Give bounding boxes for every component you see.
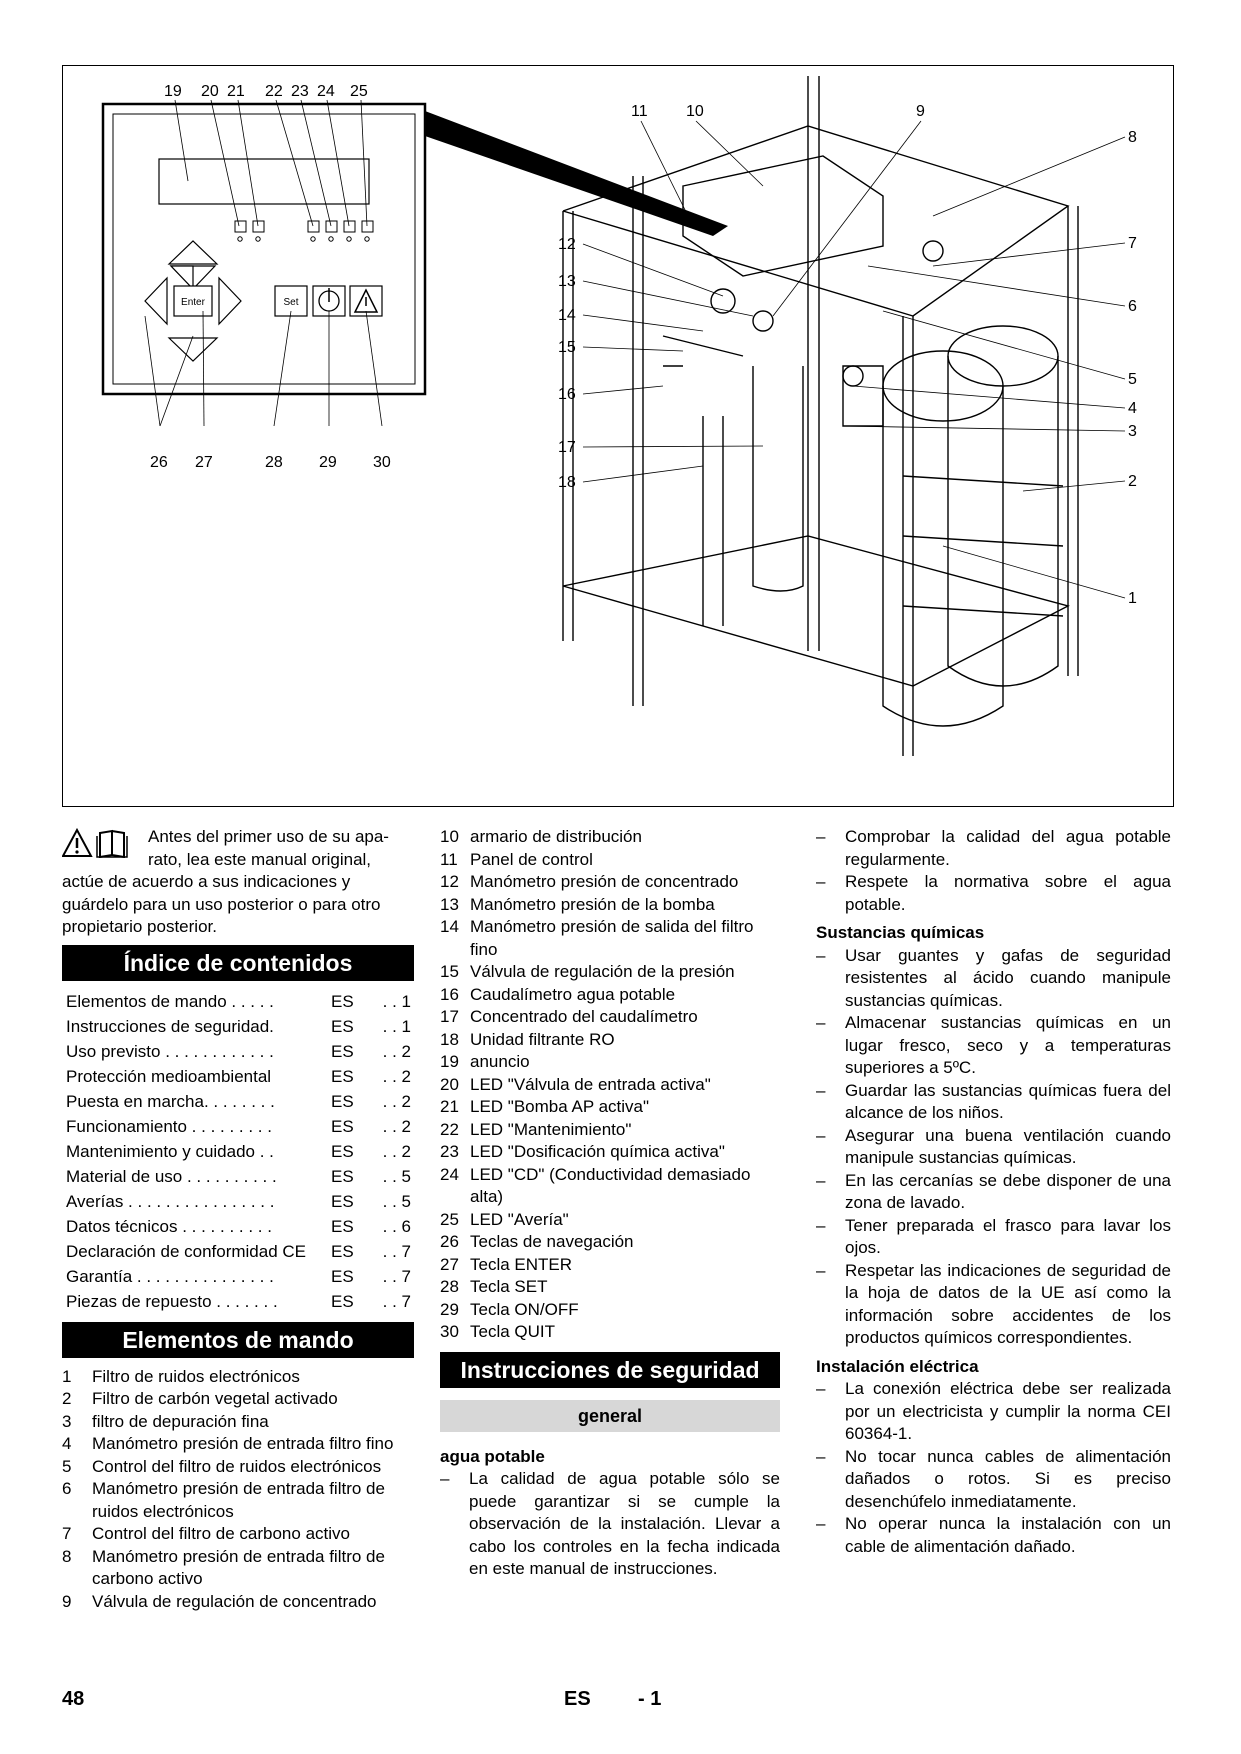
control-list-item [62,1546,414,1591]
svg-text:7: 7 [1128,235,1137,252]
bullet-item [816,1170,1171,1215]
toc-title: Mantenimiento y cuidado . . [66,1141,274,1161]
water-list-part-2 [816,826,1171,916]
item-number: 2 [62,1389,72,1408]
electrical-heading: Instalación eléctrica [816,1356,979,1376]
bullet-text: No operar nunca la instalación con un cable de alimentación dañado. [845,1514,1171,1556]
control-list-item [62,1433,414,1456]
control-list-item [62,1523,414,1546]
toc-lang: ES [331,1066,354,1086]
toc-row [62,989,414,1014]
toc-title: Puesta en marcha. . . . . . . . [66,1091,275,1111]
control-list-item [440,961,780,984]
control-list-item [440,871,780,894]
footer-section-number: - 1 [638,1688,662,1710]
bullet-dash: – [816,1446,826,1466]
intro-line-5: propietario posterior. [62,917,217,936]
toc-page: . . 2 [382,1091,411,1111]
item-number: 20 [440,1074,459,1094]
control-list-item [62,1591,414,1614]
svg-text:21: 21 [227,83,245,100]
svg-text:23: 23 [291,83,309,100]
item-text: Unidad filtrante RO [470,1029,615,1049]
bullet-dash: – [816,1080,826,1100]
control-list-item [440,1006,780,1029]
item-number: 13 [440,894,459,914]
bullet-text: Comprobar la calidad del agua potable regularmente. [845,827,1171,869]
toc-lang: ES [331,1091,354,1111]
item-number: 8 [62,1546,72,1566]
bullet-dash: – [816,1125,826,1145]
control-list-item [440,1051,780,1074]
item-number: 5 [62,1456,72,1476]
svg-text:2: 2 [1128,473,1137,490]
machine-callouts [558,103,1137,607]
item-number: 12 [440,872,459,891]
bullet-dash: – [816,1514,826,1533]
table-of-contents [62,989,414,1314]
item-text: Tecla ENTER [470,1254,573,1274]
toc-lang: ES [331,1216,354,1236]
page-number: 48 [62,1688,85,1710]
item-text: LED "Avería" [470,1209,569,1229]
toc-page: . . 1 [382,1016,411,1036]
item-text: Manómetro presión de salida del filtro fino [470,917,754,959]
item-text: Manómetro presión de entrada filtro de ruidos electrónicos [92,1479,385,1521]
bullet-dash: – [816,1170,826,1190]
svg-text:15: 15 [558,339,576,356]
control-list-item [440,1231,780,1254]
toc-title: Datos técnicos . . . . . . . . . . [66,1216,272,1236]
control-list-item [62,1366,414,1389]
bullet-item [816,871,1171,916]
control-list-item [440,1119,780,1142]
item-text: armario de distribución [470,827,642,846]
toc-lang: ES [331,991,354,1011]
item-text: Manómetro presión de entrada filtro de carbono activo [92,1546,385,1588]
footer-language: ES [564,1688,591,1710]
bullet-text: La calidad de agua potable sólo se puede garantizar si se cumple la observación de la instalación. Llevar a cabo los controles en la fecha indicada en este manual de instrucciones. [469,1469,780,1578]
bullet-dash: – [816,872,826,891]
controls-list-part-1 [62,1366,414,1614]
toc-lang: ES [331,1291,354,1311]
item-number: 9 [62,1591,72,1611]
item-text: LED "Bomba AP activa" [470,1097,650,1116]
item-number: 19 [440,1052,459,1071]
item-number: 18 [440,1029,459,1049]
bullet-text: La conexión eléctrica debe ser realizada por un electricista y cumplir la norma CEI 60364-1. [845,1379,1171,1443]
item-number: 6 [62,1479,72,1498]
toc-row [62,1014,414,1039]
toc-lang: ES [331,1191,354,1211]
toc-page: . . 7 [382,1291,411,1311]
svg-text:25: 25 [350,83,368,100]
toc-row [62,1139,414,1164]
toc-title: Garantía . . . . . . . . . . . . . . . [66,1266,274,1286]
item-text: Teclas de navegación [470,1232,634,1251]
bullet-item [816,945,1171,1013]
set-key-label: Set [283,297,299,308]
item-text: Tecla ON/OFF [470,1299,579,1319]
item-number: 3 [62,1411,72,1431]
toc-row [62,1164,414,1189]
item-text: LED "Mantenimiento" [470,1119,632,1139]
item-text: Concentrado del caudalímetro [470,1007,698,1026]
toc-row [62,1064,414,1089]
toc-heading: Índice de contenidos [62,945,414,981]
bullet-dash: – [816,1379,826,1398]
bullet-item [816,826,1171,871]
control-list-item [440,1029,780,1052]
bullet-text: En las cercanías se debe disponer de una zona de lavado. [845,1170,1171,1212]
svg-text:27: 27 [195,454,213,471]
bullet-text: Asegurar una buena ventilación cuando manipule sustancias químicas. [845,1125,1171,1167]
item-number: 21 [440,1097,459,1116]
svg-text:8: 8 [1128,129,1137,146]
toc-page: . . 6 [382,1216,411,1236]
bullet-dash: – [816,945,826,965]
control-list-item [440,849,780,872]
toc-row [62,1289,414,1314]
control-list-item [440,1254,780,1277]
svg-text:30: 30 [373,454,391,471]
control-list-item [440,916,780,961]
svg-text:24: 24 [317,83,335,100]
item-number: 28 [440,1277,459,1296]
item-number: 29 [440,1299,459,1319]
column-1 [62,826,414,1613]
svg-text:28: 28 [265,454,283,471]
toc-row [62,1089,414,1114]
intro-line-4: guárdelo para un uso posterior o para otro [62,894,381,914]
bottom-callouts [150,454,391,471]
item-text: Válvula de regulación de la presión [470,962,735,981]
svg-text:13: 13 [558,273,576,290]
toc-row [62,1214,414,1239]
machine-leader-lines [583,121,1125,598]
toc-row [62,1114,414,1139]
control-list-item [440,984,780,1007]
svg-text:11: 11 [631,103,648,120]
control-list-item [440,1164,780,1209]
bullet-text: Respete la normativa sobre el agua potable. [845,872,1171,914]
svg-text:3: 3 [1128,423,1137,440]
control-list-item [440,826,780,849]
item-text: anuncio [470,1052,530,1071]
svg-text:9: 9 [916,103,925,120]
control-list-item [440,1209,780,1232]
intro-notice [62,826,414,939]
item-number: 1 [62,1366,72,1386]
intro-line-3: actúe de acuerdo a sus indicaciones y [62,872,351,891]
svg-text:26: 26 [150,454,168,471]
warning-manual-icon [62,828,144,858]
item-number: 11 [440,849,458,869]
item-number: 15 [440,962,459,981]
enter-key-label: Enter [181,297,205,308]
bullet-text: Tener preparada el frasco para lavar los ojos. [845,1215,1171,1257]
item-text: Filtro de carbón vegetal activado [92,1389,338,1408]
toc-row [62,1189,414,1214]
svg-text:18: 18 [558,474,576,491]
chemicals-list [816,945,1171,1350]
item-text: Válvula de regulación de concentrado [92,1591,377,1611]
item-text: Manómetro presión de la bomba [470,894,715,914]
svg-text:14: 14 [558,307,576,324]
machine-illustration [563,76,1078,756]
item-number: 25 [440,1209,459,1229]
general-subheading: general [440,1400,780,1432]
bullet-text: No tocar nunca cables de alimentación dañados o rotos. Si es preciso desenchúfelo inmediatamente. [845,1446,1171,1511]
toc-page: . . 7 [382,1241,411,1261]
toc-row [62,1239,414,1264]
svg-text:1: 1 [1128,590,1137,607]
item-number: 17 [440,1007,459,1026]
bullet-dash: – [816,1013,826,1032]
toc-page: . . 2 [382,1141,411,1161]
svg-text:5: 5 [1128,371,1137,388]
toc-page: . . 2 [382,1041,411,1061]
bullet-text: Usar guantes y gafas de seguridad resistentes al ácido cuando manipule sustancias químicas. [845,945,1171,1010]
toc-page: . . 2 [382,1116,411,1136]
safety-heading: Instrucciones de seguridad [440,1352,780,1388]
top-callouts [164,83,368,100]
svg-text:17: 17 [558,439,576,456]
toc-page: . . 5 [382,1166,411,1186]
bullet-item [816,1446,1171,1514]
toc-page: . . 7 [382,1266,411,1286]
item-text: Tecla QUIT [470,1322,556,1341]
item-number: 16 [440,984,459,1004]
bullet-text: Almacenar sustancias químicas en un lugar fresco, seco y a temperaturas superiores a 5ºC. [845,1013,1171,1077]
toc-lang: ES [331,1241,354,1261]
control-list-item [440,1074,780,1097]
chemicals-heading: Sustancias químicas [816,923,985,942]
item-number: 7 [62,1524,72,1543]
control-list-item [440,894,780,917]
bullet-dash: – [816,1260,826,1280]
bullet-dash: – [816,827,826,846]
toc-page: . . 5 [382,1191,411,1211]
toc-page: . . 1 [382,991,411,1011]
column-2 [440,826,780,1581]
control-list-item [62,1388,414,1411]
toc-title: Piezas de repuesto . . . . . . . [66,1291,278,1311]
item-text: Filtro de ruidos electrónicos [92,1366,300,1386]
bullet-dash: – [816,1215,826,1235]
item-text: LED "CD" (Conductividad demasiado alta) [470,1164,751,1206]
toc-row [62,1264,414,1289]
control-list-item [62,1478,414,1523]
svg-text:16: 16 [558,386,576,403]
item-text: Manómetro presión de concentrado [470,872,739,891]
toc-page: . . 2 [382,1066,411,1086]
toc-lang: ES [331,1141,354,1161]
intro-line-1: Antes del primer uso de su apa- [148,827,389,846]
toc-title: Material de uso . . . . . . . . . . [66,1166,277,1186]
page-footer [62,1688,1174,1718]
item-text: LED "Válvula de entrada activa" [470,1074,711,1094]
svg-text:20: 20 [201,83,219,100]
water-list-part-1 [440,1468,780,1581]
toc-title: Instrucciones de seguridad. [66,1016,274,1036]
toc-lang: ES [331,1041,354,1061]
control-list-item [440,1096,780,1119]
toc-title: Declaración de conformidad CE [66,1241,307,1261]
item-number: 24 [440,1164,459,1184]
bullet-dash: – [440,1469,450,1488]
control-list-item [440,1321,780,1344]
toc-lang: ES [331,1116,354,1136]
item-text: Caudalímetro agua potable [470,984,676,1004]
bullet-item [816,1080,1171,1125]
item-number: 27 [440,1254,459,1274]
item-number: 4 [62,1434,72,1453]
item-number: 26 [440,1232,459,1251]
toc-title: Protección medioambiental [66,1066,272,1086]
item-text: Manómetro presión de entrada filtro fino [92,1434,394,1453]
bullet-text: Respetar las indicaciones de seguridad de la hoja de datos de la UE así como la información sobre accidentes de los productos químicos correspondientes. [845,1260,1171,1347]
svg-text:6: 6 [1128,298,1137,315]
toc-lang: ES [331,1266,354,1286]
bullet-item [440,1468,780,1581]
svg-text:19: 19 [164,83,182,100]
bullet-item [816,1125,1171,1170]
item-number: 14 [440,917,459,936]
controls-heading: Elementos de mando [62,1322,414,1358]
toc-lang: ES [331,1016,354,1036]
control-list-item [62,1411,414,1434]
bullet-item [816,1012,1171,1080]
svg-text:22: 22 [265,83,283,100]
item-text: filtro de depuración fina [92,1411,269,1431]
bullet-item [816,1260,1171,1350]
item-number: 30 [440,1322,459,1341]
column-3 [816,826,1171,1558]
item-text: Tecla SET [470,1277,548,1296]
bullet-item [816,1215,1171,1260]
svg-text:29: 29 [319,454,337,471]
svg-text:12: 12 [558,236,576,253]
bullet-item [816,1378,1171,1446]
bullet-item [816,1513,1171,1558]
toc-lang: ES [331,1166,354,1186]
svg-text:10: 10 [686,103,704,120]
electrical-list [816,1378,1171,1558]
intro-line-2: rato, lea este manual original, [148,849,372,869]
item-text: Control del filtro de ruidos electrónicos [92,1456,382,1476]
toc-title: Funcionamiento . . . . . . . . . [66,1116,272,1136]
control-list-item [440,1276,780,1299]
toc-title: Uso previsto . . . . . . . . . . . . [66,1041,274,1061]
item-text: LED "Dosificación química activa" [470,1142,725,1161]
item-number: 10 [440,827,459,846]
svg-text:4: 4 [1128,400,1137,417]
technical-drawing [63,66,1175,808]
water-heading: agua potable [440,1446,545,1466]
control-list-item [440,1299,780,1322]
item-text: Control del filtro de carbono activo [92,1524,350,1543]
item-number: 23 [440,1142,459,1161]
control-list-item [440,1141,780,1164]
item-text: Panel de control [470,849,593,869]
panel-outline [103,104,425,394]
bullet-text: Guardar las sustancias químicas fuera del alcance de los niños. [845,1080,1171,1122]
control-list-item [62,1456,414,1479]
toc-row [62,1039,414,1064]
toc-title: Elementos de mando . . . . . [66,991,274,1011]
controls-list-part-2 [440,826,780,1344]
figure-control-panel-and-machine [62,65,1174,807]
toc-title: Averías . . . . . . . . . . . . . . . . [66,1191,275,1211]
item-number: 22 [440,1119,459,1139]
